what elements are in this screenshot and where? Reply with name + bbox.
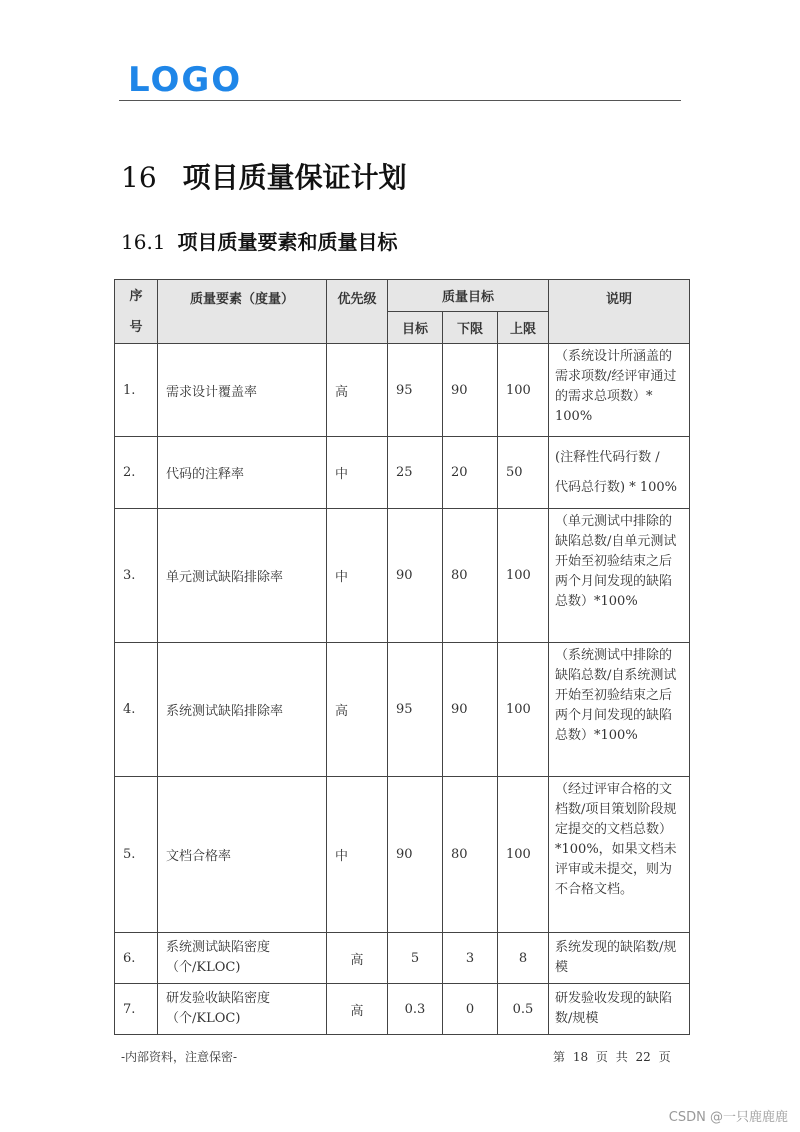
cell-upper: 100 <box>498 509 549 643</box>
table-row <box>115 509 690 643</box>
cell-seq: 6. <box>115 933 158 984</box>
cell-description: （系统测试中排除的缺陷总数/自系统测试开始至初验结束之后两个月间发现的缺陷总数）*100% <box>549 643 690 777</box>
footer-confidential: -内部资料，注意保密- <box>121 1050 238 1064</box>
cell-seq: 3. <box>115 509 158 643</box>
table-row <box>115 437 690 509</box>
cell-element: 单元测试缺陷排除率 <box>158 509 327 643</box>
cell-priority: 中 <box>327 777 388 933</box>
cell-seq: 1. <box>115 344 158 437</box>
company-logo: LOGO <box>128 60 243 100</box>
cell-lower: 20 <box>443 437 498 509</box>
cell-element: 需求设计覆盖率 <box>158 344 327 437</box>
quality-goals-table <box>114 279 690 1035</box>
cell-description: （单元测试中排除的缺陷总数/自单元测试开始至初验结束之后两个月间发现的缺陷总数）*100% <box>549 509 690 643</box>
header-priority: 优先级 <box>327 280 388 344</box>
cell-description: (注释性代码行数 / 代码总行数) * 100% <box>549 437 690 509</box>
header-lower: 下限 <box>443 312 498 344</box>
section-number: 16 <box>121 161 157 194</box>
subsection-title: 项目质量要素和质量目标 <box>177 230 398 254</box>
subsection-number: 16.1 <box>121 230 166 254</box>
table-row <box>115 777 690 933</box>
cell-lower: 90 <box>443 344 498 437</box>
cell-upper: 8 <box>498 933 549 984</box>
cell-priority: 高 <box>327 984 388 1035</box>
cell-target: 95 <box>388 643 443 777</box>
cell-lower: 3 <box>443 933 498 984</box>
cell-upper: 50 <box>498 437 549 509</box>
cell-seq: 5. <box>115 777 158 933</box>
table-row <box>115 933 690 984</box>
cell-lower: 0 <box>443 984 498 1035</box>
cell-priority: 中 <box>327 509 388 643</box>
cell-upper: 100 <box>498 344 549 437</box>
cell-description: 系统发现的缺陷数/规模 <box>549 933 690 984</box>
cell-target: 90 <box>388 777 443 933</box>
cell-element: 系统测试缺陷排除率 <box>158 643 327 777</box>
header-upper: 上限 <box>498 312 549 344</box>
cell-description: （系统设计所涵盖的需求项数/经评审通过的需求总项数）* 100% <box>549 344 690 437</box>
table-row <box>115 344 690 437</box>
header-description: 说明 <box>549 280 690 344</box>
header-target: 目标 <box>388 312 443 344</box>
cell-element: 系统测试缺陷密度 （个/KLOC) <box>158 933 327 984</box>
cell-description: （经过评审合格的文档数/项目策划阶段规定提交的文档总数）*100%，如果文档未评审或未提交，则为不合格文档。 <box>549 777 690 933</box>
cell-priority: 中 <box>327 437 388 509</box>
cell-seq: 2. <box>115 437 158 509</box>
cell-target: 0.3 <box>388 984 443 1035</box>
subsection-heading <box>121 228 398 256</box>
cell-lower: 90 <box>443 643 498 777</box>
cell-seq: 4. <box>115 643 158 777</box>
cell-lower: 80 <box>443 509 498 643</box>
cell-priority: 高 <box>327 933 388 984</box>
cell-priority: 高 <box>327 344 388 437</box>
header-target-group: 质量目标 <box>388 280 549 312</box>
table-row <box>115 643 690 777</box>
cell-target: 95 <box>388 344 443 437</box>
section-title: 项目质量保证计划 <box>182 161 407 194</box>
cell-upper: 100 <box>498 777 549 933</box>
header-element: 质量要素（度量） <box>158 280 327 344</box>
cell-lower: 80 <box>443 777 498 933</box>
cell-element: 代码的注释率 <box>158 437 327 509</box>
header-divider <box>119 100 681 101</box>
cell-seq: 7. <box>115 984 158 1035</box>
cell-element: 研发验收缺陷密度 （个/KLOC) <box>158 984 327 1035</box>
cell-target: 25 <box>388 437 443 509</box>
table-row <box>115 984 690 1035</box>
header-seq: 序 号 <box>115 280 158 344</box>
cell-description: 研发验收发现的缺陷数/规模 <box>549 984 690 1035</box>
cell-element: 文档合格率 <box>158 777 327 933</box>
cell-upper: 0.5 <box>498 984 549 1035</box>
cell-upper: 100 <box>498 643 549 777</box>
cell-priority: 高 <box>327 643 388 777</box>
footer-page-number: 第 18 页 共 22 页 <box>553 1050 671 1064</box>
table-header-row <box>115 280 690 312</box>
cell-target: 5 <box>388 933 443 984</box>
section-heading <box>121 158 407 198</box>
watermark: CSDN @一只鹿鹿鹿 <box>668 1110 788 1125</box>
cell-target: 90 <box>388 509 443 643</box>
